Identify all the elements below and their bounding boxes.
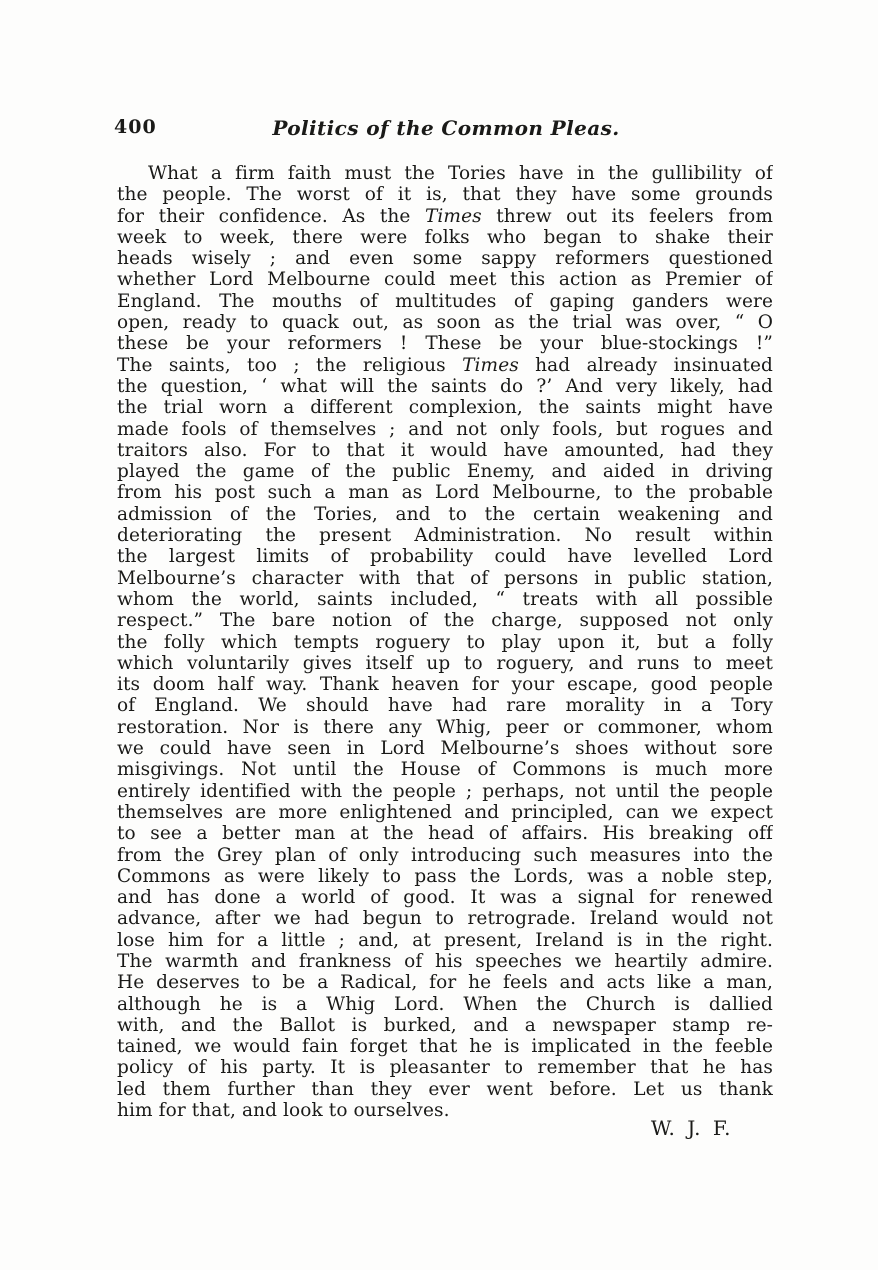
text-line: and has done a world of good. It was a signal for renewed: [117, 887, 773, 909]
author-initials: W. J. F.: [650, 1116, 731, 1140]
text-line: the folly which tempts roguery to play upon it, but a folly: [117, 631, 773, 653]
text-line: lose him for a little ; and, at present, Ireland is in the right.: [117, 929, 773, 951]
text-line: although he is a Whig Lord. When the Church is dallied: [117, 993, 773, 1015]
text-line: open, ready to quack out, as soon as the trial was over, “ O: [117, 312, 773, 334]
text-line: from his post such a man as Lord Melbourne, to the probable: [117, 482, 773, 504]
text-line: tained, we would fain forget that he is implicated in the feeble: [117, 1036, 773, 1058]
text-line: traitors also. For to that it would have amounted, had they: [117, 439, 773, 461]
text-line: the largest limits of probability could have levelled Lord: [117, 546, 773, 568]
article-body: [117, 163, 773, 1121]
text-line: He deserves to be a Radical, for he feels and acts like a man,: [117, 972, 773, 994]
text-line: the people. The worst of it is, that they have some grounds: [117, 184, 773, 206]
page-number: 400: [114, 116, 157, 138]
text-line: England. The mouths of multitudes of gaping ganders were: [117, 290, 773, 312]
text-line: the trial worn a different complexion, the saints might have: [117, 397, 773, 419]
text-line: What a firm faith must the Tories have in the gullibility of: [148, 163, 773, 184]
text-line: for their confidence. As the Times threw out its feelers from: [117, 205, 773, 227]
text-line: from the Grey plan of only introducing such measures into the: [117, 844, 773, 866]
text-line: The warmth and frankness of his speeches we heartily admire.: [117, 950, 773, 972]
text-line: led them further than they ever went before. Let us thank: [117, 1078, 773, 1100]
text-line: with, and the Ballot is burked, and a newspaper stamp re-: [117, 1014, 773, 1036]
text-line: whether Lord Melbourne could meet this action as Premier of: [117, 269, 773, 291]
text-line: entirely identified with the people ; perhaps, not until the people: [117, 780, 773, 802]
text-line: to see a better man at the head of affairs. His breaking off: [117, 823, 773, 845]
text-line: heads wisely ; and even some sappy reformers questioned: [117, 248, 773, 270]
text-line: admission of the Tories, and to the certain weakening and: [117, 503, 773, 525]
text-line: the question, ‘ what will the saints do ?’ And very likely, had: [117, 375, 773, 397]
text-line: The saints, too ; the religious Times had already insinuated: [117, 354, 773, 376]
text-line: restoration. Nor is there any Whig, peer or commoner, whom: [117, 716, 773, 738]
text-line: Melbourne’s character with that of persons in public station,: [117, 567, 773, 589]
text-line: policy of his party. It is pleasanter to remember that he has: [117, 1057, 773, 1079]
text-line: played the game of the public Enemy, and aided in driving: [117, 461, 773, 483]
text-line: respect.” The bare notion of the charge, supposed not only: [117, 610, 773, 632]
text-line: we could have seen in Lord Melbourne’s shoes without sore: [117, 738, 773, 760]
text-line: week to week, there were folks who began to shake their: [117, 226, 773, 248]
text-line: made fools of themselves ; and not only fools, but rogues and: [117, 418, 773, 440]
text-line: of England. We should have had rare morality in a Tory: [117, 695, 773, 717]
text-line: misgivings. Not until the House of Commons is much more: [117, 759, 773, 781]
text-line: Commons as were likely to pass the Lords, was a noble step,: [117, 865, 773, 887]
text-line: which voluntarily gives itself up to roguery, and runs to meet: [117, 652, 773, 674]
text-line: advance, after we had begun to retrograde. Ireland would not: [117, 908, 773, 930]
running-head: [114, 116, 775, 142]
text-line: whom the world, saints included, “ treats with all possible: [117, 588, 773, 610]
text-line: themselves are more enlightened and principled, can we expect: [117, 801, 773, 823]
running-title: Politics of the Common Pleas.: [272, 116, 620, 140]
text-line: him for that, and look to ourselves.: [117, 1100, 450, 1122]
text-line: deteriorating the present Administration. No result within: [117, 525, 773, 547]
text-line: its doom half way. Thank heaven for your escape, good people: [117, 674, 773, 696]
text-line: these be your reformers ! These be your blue-stockings !”: [117, 333, 773, 355]
